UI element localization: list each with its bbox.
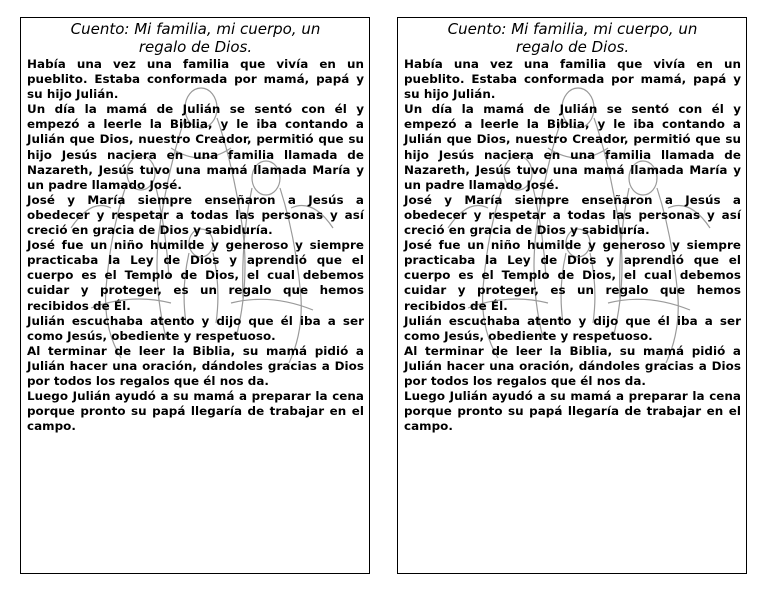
story-card-left — [20, 17, 370, 574]
story-paragraph: Al terminar de leer la Biblia, su mamá pidió a Julián hacer una oración, dándoles gracias a Dios por todos los regalos que él nos da. — [404, 343, 741, 388]
story-paragraph: Julián escuchaba atento y dijo que él iba a ser como Jesús, obediente y respetuoso. — [27, 313, 364, 343]
story-paragraph: Había una vez una familia que vivía en un pueblito. Estaba conformada por mamá, papá y su hijo Julián. — [404, 57, 741, 102]
story-paragraph: José fue un niño humilde y generoso y siempre practicaba la Ley de Dios y aprendió que el cuerpo es el Templo de Dios, el cual debemos cuidar y proteger, es un regalo que hemos recibidos de Él. — [27, 238, 364, 313]
story-paragraph: Al terminar de leer la Biblia, su mamá pidió a Julián hacer una oración, dándoles gracias a Dios por todos los regalos que él nos da. — [27, 343, 364, 388]
story-title-line2: regalo de Dios. — [515, 38, 630, 56]
story-title-line1: Cuento: Mi familia, mi cuerpo, un — [447, 20, 698, 38]
story-paragraph: José y María siempre enseñaron a Jesús a obedecer y respetar a todas las personas y así creció en gracia de Dios y sabiduría. — [404, 192, 741, 238]
story-paragraph: José fue un niño humilde y generoso y siempre practicaba la Ley de Dios y aprendió que el cuerpo es el Templo de Dios, el cual debemos cuidar y proteger, es un regalo que hemos recibidos de Él. — [404, 238, 741, 313]
story-paragraph: Había una vez una familia que vivía en un pueblito. Estaba conformada por mamá, papá y su hijo Julián. — [27, 57, 364, 102]
story-paragraph: Julián escuchaba atento y dijo que él iba a ser como Jesús, obediente y respetuoso. — [404, 313, 741, 343]
story-title-line2: regalo de Dios. — [138, 38, 253, 56]
story-paragraph: José y María siempre enseñaron a Jesús a obedecer y respetar a todas las personas y así creció en gracia de Dios y sabiduría. — [27, 192, 364, 238]
story-paragraph: Luego Julián ayudó a su mamá a preparar la cena porque pronto su papá llegaría de trabajar en el campo. — [404, 389, 741, 434]
story-paragraph: Luego Julián ayudó a su mamá a preparar la cena porque pronto su papá llegaría de trabajar en el campo. — [27, 389, 364, 434]
story-title — [27, 20, 364, 56]
story-title-line1: Cuento: Mi familia, mi cuerpo, un — [70, 20, 321, 38]
story-content — [21, 18, 369, 434]
story-title — [404, 20, 741, 56]
story-card-right — [397, 17, 747, 574]
story-paragraph: Un día la mamá de Julián se sentó con él y empezó a leerle la Biblia, y le iba contando a Julián que Dios, nuestro Creador, permitió que su hijo Jesús naciera en una familia llamada de Nazareth, Jesús tuvo una mamá llamada María y un padre llamado José. — [404, 102, 741, 192]
story-content — [398, 18, 746, 434]
story-paragraph: Un día la mamá de Julián se sentó con él y empezó a leerle la Biblia, y le iba contando a Julián que Dios, nuestro Creador, permitió que su hijo Jesús naciera en una familia llamada de Nazareth, Jesús tuvo una mamá llamada María y un padre llamado José. — [27, 102, 364, 192]
